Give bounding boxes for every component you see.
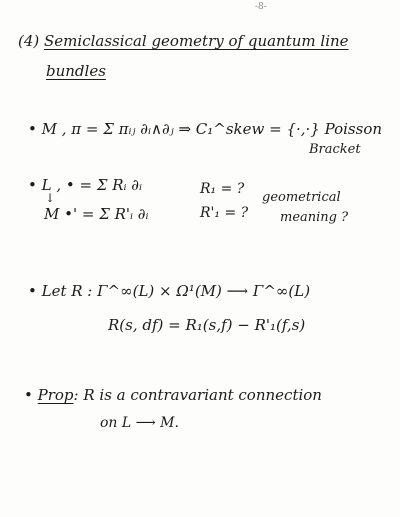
section-title-line1 [18,32,349,50]
question-R1-prime: R'₁ = ? [200,205,249,221]
r-formula: R(s, df) = R₁(s,f) − R'₁(f,s) [108,316,306,334]
prop-text: : R is a contravariant connection [73,386,322,404]
bullet-line-bundle-M: M •' = Σ R'ᵢ ∂ᵢ [44,205,149,223]
prop-continuation: on L ⟶ M. [100,415,179,431]
note-meaning: meaning ? [280,210,349,225]
section-title-text: Semiclassical geometry of quantum line [44,32,349,50]
section-title-line2: bundles [46,62,106,80]
bullet-line-bundle-L: • L , • = Σ Rᵢ ∂ᵢ [28,176,143,194]
bundle-down-arrow-icon: ↓ [45,191,56,205]
question-R1: R₁ = ? [200,181,245,197]
page-number: -8- [255,2,267,12]
proposition: • Prop: R is a contravariant connection [24,386,322,404]
bullet-poisson: • M , π = Σ πᵢⱼ ∂ᵢ∧∂ⱼ ⇒ C₁^skew = {·,·} Poisson [28,120,383,138]
bullet-poisson-continuation: Bracket [309,142,361,157]
section-number: (4) [18,32,40,50]
let-definition: • Let R : Γ^∞(L) × Ω¹(M) ⟶ Γ^∞(L) [28,282,311,300]
prop-label: Prop [37,386,74,404]
note-geometrical: geometrical [262,190,341,205]
